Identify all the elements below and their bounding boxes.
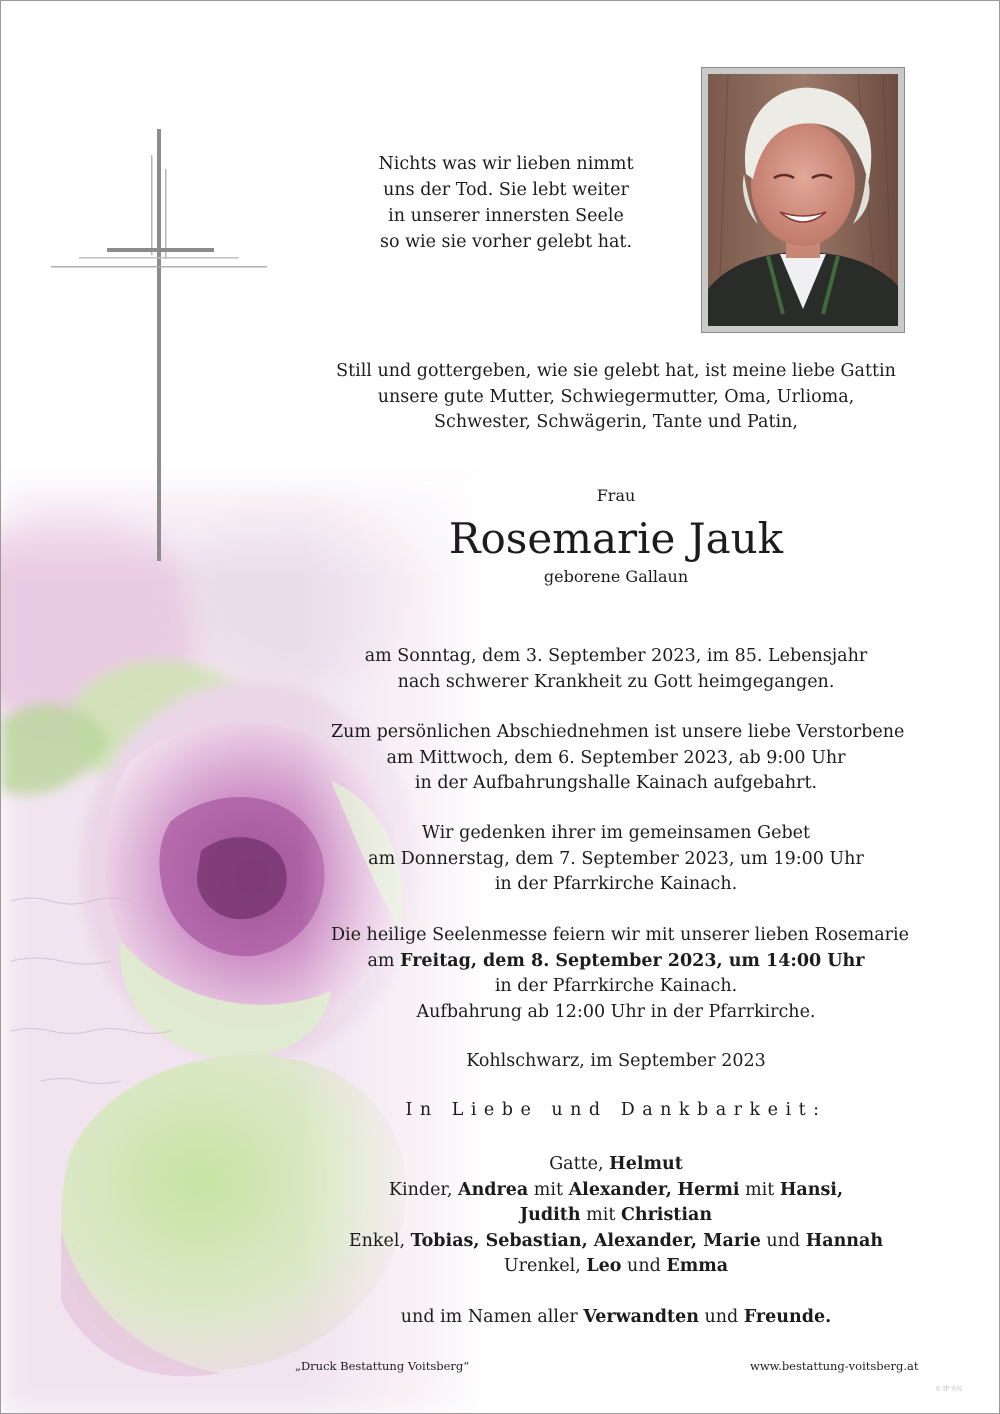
motto-line: Nichts was wir lieben nimmt xyxy=(378,154,634,174)
mass-date: Freitag, dem 8. September 2023, um 14:00 Uhr xyxy=(400,950,865,971)
mourners-list xyxy=(331,1152,901,1280)
grandchildren-label: Enkel, xyxy=(348,1230,411,1251)
viewing-notice xyxy=(331,720,905,797)
closing-line xyxy=(331,1305,901,1331)
mourner-line xyxy=(331,1203,901,1229)
mourner-line xyxy=(331,1254,901,1280)
printer-credit: „Druck Bestattung Voitsberg“ xyxy=(295,1359,470,1373)
grandchild-name: Hannah xyxy=(805,1230,884,1251)
place-date: Kohlschwarz, im September 2023 xyxy=(466,1051,766,1071)
partner-name: Alexander, xyxy=(568,1179,672,1200)
child-name: Hermi xyxy=(677,1179,740,1200)
and-word: und xyxy=(621,1256,667,1276)
prayer-notice xyxy=(331,821,901,898)
prayer-line: in der Pfarrkirche Kainach. xyxy=(494,874,738,894)
intro-line: Still und gottergeben, wie sie gelebt hat, ist meine liebe Gattin xyxy=(336,361,896,381)
mourner-line xyxy=(331,1152,901,1178)
mass-line: Aufbahrung ab 12:00 Uhr in der Pfarrkirche. xyxy=(416,1001,816,1022)
partner-name: Hansi, xyxy=(779,1179,844,1200)
mass-line: Die heilige Seelenmesse feiern wir mit unserer lieben Rosemarie xyxy=(331,925,909,945)
partner-name: Christian xyxy=(620,1205,713,1225)
friends-word: Freunde. xyxy=(743,1307,832,1327)
maiden-name: geborene Gallaun xyxy=(543,567,689,586)
and-word: und xyxy=(760,1230,806,1251)
prayer-line: am Donnerstag, dem 7. September 2023, um 19:00 Uhr xyxy=(368,848,864,869)
portrait-photo-icon xyxy=(708,74,898,326)
great-grandchild-name: Emma xyxy=(666,1256,729,1276)
salutation: Frau xyxy=(596,486,636,505)
death-line: am Sonntag, dem 3. September 2023, im 85. Lebensjahr xyxy=(364,646,868,666)
cross-icon xyxy=(51,129,271,565)
with-word: mit xyxy=(580,1205,621,1225)
mourner-line xyxy=(331,1178,901,1204)
intro-text xyxy=(331,359,901,436)
tiny-watermark: © IP %% xyxy=(935,1386,963,1393)
great-grandchildren-label: Urenkel, xyxy=(503,1256,587,1276)
viewing-line: in der Aufbahrungshalle Kainach aufgebahrt. xyxy=(414,773,818,793)
intro-line: unsere gute Mutter, Schwiegermutter, Oma, Urlioma, xyxy=(377,386,855,407)
grandchildren-names: Tobias, Sebastian, Alexander, Marie xyxy=(410,1230,761,1251)
portrait-frame xyxy=(701,67,905,333)
viewing-line: Zum persönlichen Abschiednehmen ist unsere liebe Verstorbene xyxy=(331,722,905,742)
mass-line xyxy=(331,949,901,975)
deceased-name: Rosemarie Jauk xyxy=(448,514,784,563)
with-word: mit xyxy=(739,1179,780,1200)
great-grandchild-name: Leo xyxy=(586,1256,622,1276)
website-link[interactable]: www.bestattung-voitsberg.at xyxy=(750,1359,919,1373)
intro-line: Schwester, Schwägerin, Tante und Patin, xyxy=(434,412,798,432)
motto-line: so wie sie vorher gelebt hat. xyxy=(379,232,633,252)
closing-prefix: und im Namen aller xyxy=(400,1307,584,1327)
viewing-line: am Mittwoch, dem 6. September 2023, ab 9:00 Uhr xyxy=(386,747,846,768)
mass-line: in der Pfarrkirche Kainach. xyxy=(494,976,738,996)
spouse-name: Helmut xyxy=(609,1154,683,1174)
spouse-label: Gatte, xyxy=(549,1154,610,1174)
motto-line: in unserer innersten Seele xyxy=(388,206,624,226)
with-word: mit xyxy=(528,1179,569,1200)
death-notice xyxy=(331,644,901,695)
mass-date-prefix: am xyxy=(367,950,401,971)
child-name: Andrea xyxy=(458,1179,529,1200)
relatives-word: Verwandten xyxy=(583,1307,699,1327)
and-word: und xyxy=(698,1307,744,1327)
children-label: Kinder, xyxy=(388,1179,458,1200)
motto-line: uns der Tod. Sie lebt weiter xyxy=(383,180,629,200)
motto-verse xyxy=(351,151,661,255)
prayer-line: Wir gedenken ihrer im gemeinsamen Gebet xyxy=(421,823,811,843)
thanks-heading: In Liebe und Dankbarkeit: xyxy=(405,1100,827,1120)
child-name: Judith xyxy=(519,1205,581,1225)
mourner-line xyxy=(331,1229,901,1255)
mass-notice xyxy=(331,923,909,1025)
death-line: nach schwerer Krankheit zu Gott heimgegangen. xyxy=(397,671,835,692)
